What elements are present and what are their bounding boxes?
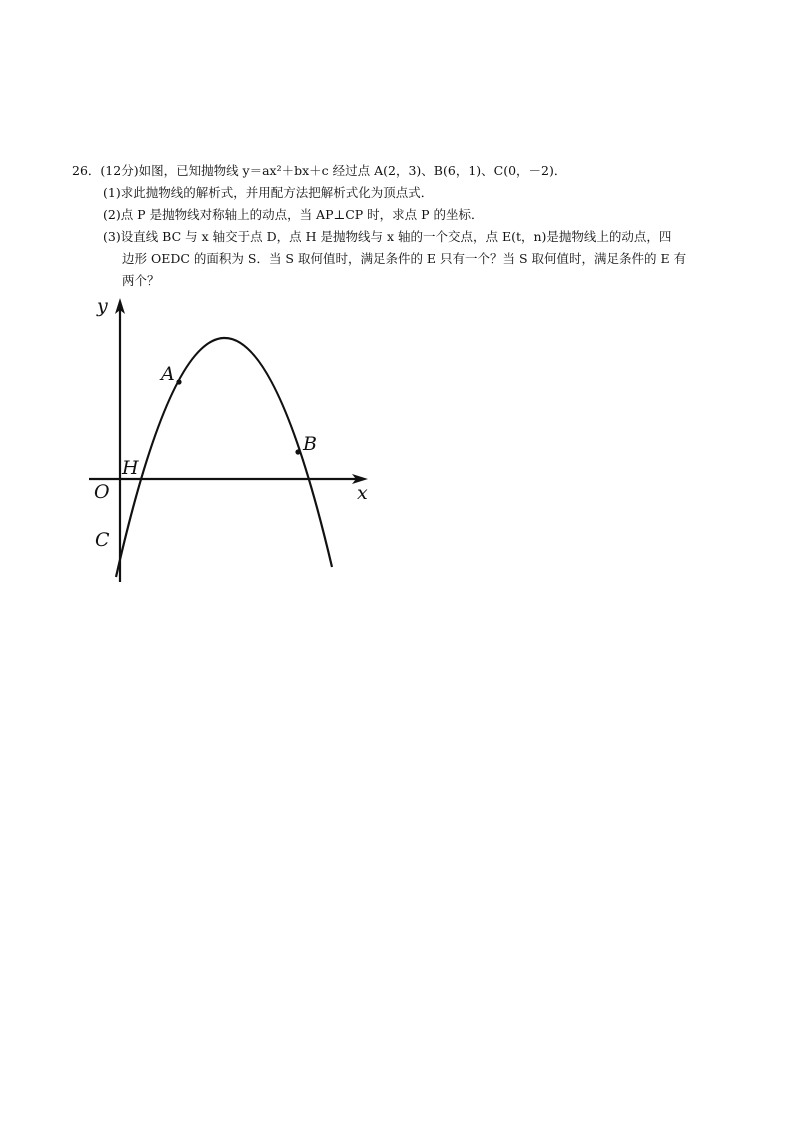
parabola-curve xyxy=(116,338,332,577)
problem-26 xyxy=(72,160,732,292)
question-part-3-line-2: 边形 OEDC 的面积为 S．当 S 取何值时，满足条件的 E 只有一个？当 S 取何值时，满足条件的 E 有 xyxy=(122,251,687,266)
point-b xyxy=(295,449,300,454)
point-a-label: A xyxy=(161,363,175,385)
point-c-label: C xyxy=(95,529,110,551)
question-part-3-line-1: (3)设直线 BC 与 x 轴交于点 D，点 H 是抛物线与 x 轴的一个交点，点 E(t，n)是抛物线上的动点，四 xyxy=(103,229,672,244)
question-part-2: (2)点 P 是抛物线对称轴上的动点，当 AP⊥CP 时，求点 P 的坐标． xyxy=(103,207,484,222)
point-a xyxy=(176,379,181,384)
x-axis-label: x xyxy=(357,482,368,504)
y-axis-label: y xyxy=(97,295,108,317)
parabola-figure xyxy=(85,292,385,592)
point-h-label: H xyxy=(122,457,139,479)
point-b-label: B xyxy=(303,433,317,455)
problem-statement: 26．(12分)如图，已知抛物线 y＝ax²＋bx＋c 经过点 A(2，3)、B(6，1)、C(0，－2)． xyxy=(72,163,567,178)
parabola-figure-svg xyxy=(85,292,385,592)
question-part-3-line-3: 两个？ xyxy=(122,273,160,288)
origin-label: O xyxy=(94,481,110,503)
question-part-1: (1)求此抛物线的解析式，并用配方法把解析式化为顶点式． xyxy=(103,185,434,200)
